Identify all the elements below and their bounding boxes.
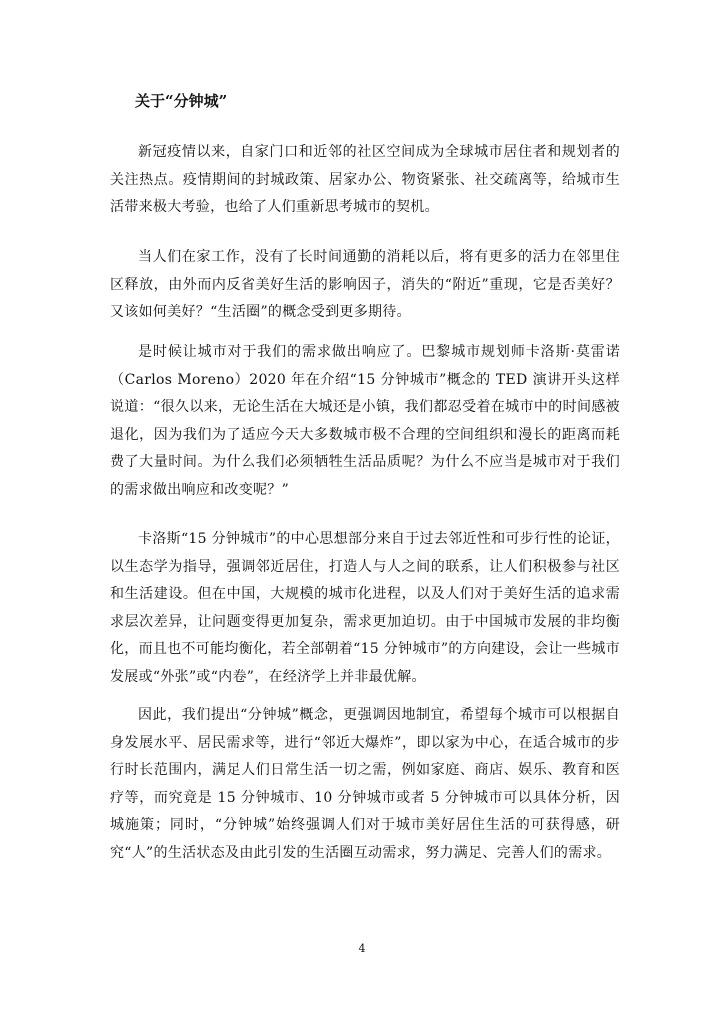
- paragraph-covid-community: 新冠疫情以来，自家门口和近邻的社区空间成为全球城市居住者和规划者的关注热点。疫情期间的封城政策、居家办公、物资紧张、社交疏离等，给城市生活带来极大考验，也给了人们重新思考城市的契机。: [110, 144, 620, 215]
- section-heading: 关于“分钟城”: [135, 92, 228, 110]
- paragraph-carlos-moreno-quote: 是时候让城市对于我们的需求做出响应了。巴黎城市规划师卡洛斯·莫雷诺（Carlos Moreno）2020 年在介绍“15 分钟城市”概念的 TED 演讲开头这样说道：“很久以来，无论生活在大城还是小镇，我们都忍受着在城市中的时间感被退化，因为我们为了适应今天大多数城市极不合理的空间组织和漫长的距离而耗费了大量时间。为什么我们必须牺牲生活品质呢？为什么不应当是城市对于我们的需求做出响应和改变呢？”: [110, 344, 620, 498]
- page-number: 4: [358, 942, 366, 955]
- paragraph-work-from-home: 当人们在家工作，没有了长时间通勤的消耗以后，将有更多的活力在邻里住区释放，由外而内反省美好生活的影响因子，消失的“附近”重现，它是否美好？又该如何美好？“生活圈”的概念受到更多期待。: [110, 249, 620, 320]
- paragraph-minute-city-concept: 因此，我们提出“分钟城”概念，更强调因地制宜，希望每个城市可以根据自身发展水平、居民需求等，进行“邻近大爆炸”，即以家为中心，在适合城市的步行时长范围内，满足人们日常生活一切之需，例如家庭、商店、娱乐、教育和医疗等，而究竟是 15 分钟城市、10 分钟城市或者 5 分钟城市可以具体分析，因城施策；同时，“分钟城”始终强调人们对于城市美好居住生活的可获得感，研究“人”的生活状态及由此引发的生活圈互动需求，努力满足、完善人们的需求。: [110, 707, 620, 861]
- paragraph-15-minute-city: 卡洛斯“15 分钟城市”的中心思想部分来自于过去邻近性和可步行性的论证，以生态学为指导，强调邻近居住，打造人与人之间的联系，让人们积极参与社区和生活建设。但在中国，大规模的城市化进程，以及人们对于美好生活的追求需求层次差异，让问题变得更加复杂，需求更加迫切。由于中国城市发展的非均衡化，而且也不可能均衡化，若全部朝着“15 分钟城市”的方向建设，会让一些城市发展或“外张”或“内卷”，在经济学上并非最优解。: [110, 531, 620, 685]
